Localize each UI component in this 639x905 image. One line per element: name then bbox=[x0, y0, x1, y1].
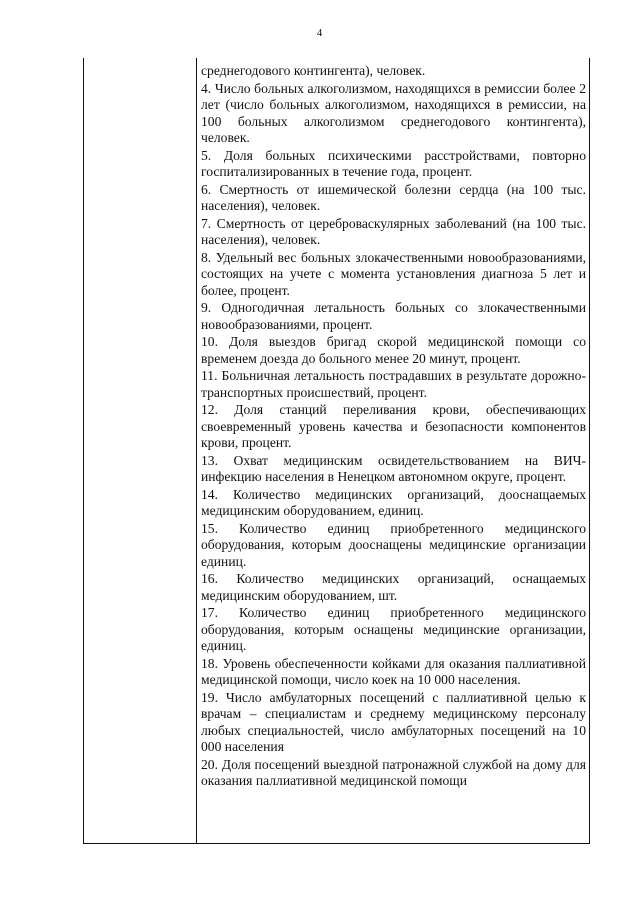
indicator-item: 16. Количество медицинских организаций, оснащаемых медицинским оборудованием, шт. bbox=[201, 571, 586, 603]
page-number: 4 bbox=[316, 27, 323, 39]
indicator-item: 9. Одногодичная летальность больных со злокачественными новообразованиями, процент. bbox=[201, 300, 586, 332]
indicators-table bbox=[83, 58, 590, 844]
indicator-item: 8. Удельный вес больных злокачественными новообразованиями, состоящих на учете с момента установления диагноза 5 лет и более, процент. bbox=[201, 249, 586, 298]
indicator-item: 11. Больничная летальность пострадавших в результате дорожно-транспортных происшествий, процент. bbox=[201, 368, 586, 400]
indicator-item: 6. Смертность от ишемической болезни сердца (на 100 тыс. населения), человек. bbox=[201, 181, 586, 213]
indicator-item: 4. Число больных алкоголизмом, находящихся в ремиссии более 2 лет (число больных алкоголизмом, находящихся в ремиссии, на 100 больных алкоголизмом среднегодового контингента), человек. bbox=[201, 80, 586, 145]
indicator-item: среднегодового контингента), человек. bbox=[201, 63, 426, 78]
indicator-item: 18. Уровень обеспеченности койками для оказания паллиативной медицинской помощи, число коек на 10 000 населения. bbox=[201, 655, 586, 687]
indicator-item: 20. Доля посещений выездной патронажной службой на дому для оказания паллиативной медицинской помощи bbox=[201, 756, 586, 788]
indicator-item: 15. Количество единиц приобретенного медицинского оборудования, которым дооснащены медицинские организации единиц. bbox=[201, 520, 586, 569]
indicator-item: 19. Число амбулаторных посещений с паллиативной целью к врачам – специалистам и среднему медицинскому персоналу любых специальностей, число амбулаторных посещений на 10 000 населения bbox=[201, 689, 586, 754]
indicator-item: 12. Доля станций переливания крови, обеспечивающих своевременный уровень качества и безопасности компонентов крови, процент. bbox=[201, 402, 586, 450]
indicator-item: 17. Количество единиц приобретенного медицинского оборудования, которым оснащены медицинские организации, единиц. bbox=[201, 605, 586, 653]
column-divider bbox=[196, 58, 197, 843]
indicator-item: 5. Доля больных психическими расстройствами, повторно госпитализированных в течение года, процент. bbox=[201, 147, 586, 179]
indicator-item: 7. Смертность от цереброваскулярных заболеваний (на 100 тыс. населения), человек. bbox=[201, 215, 586, 247]
indicator-item: 13. Охват медицинским освидетельствованием на ВИЧ-инфекцию населения в Ненецком автономном округе, процент. bbox=[201, 452, 586, 484]
indicators-list bbox=[201, 63, 586, 791]
indicator-item: 14. Количество медицинских организаций, дооснащаемых медицинским оборудованием, единиц. bbox=[201, 486, 586, 518]
indicator-item: 10. Доля выездов бригад скорой медицинской помощи со временем доезда до больного менее 20 минут, процент. bbox=[201, 334, 586, 366]
